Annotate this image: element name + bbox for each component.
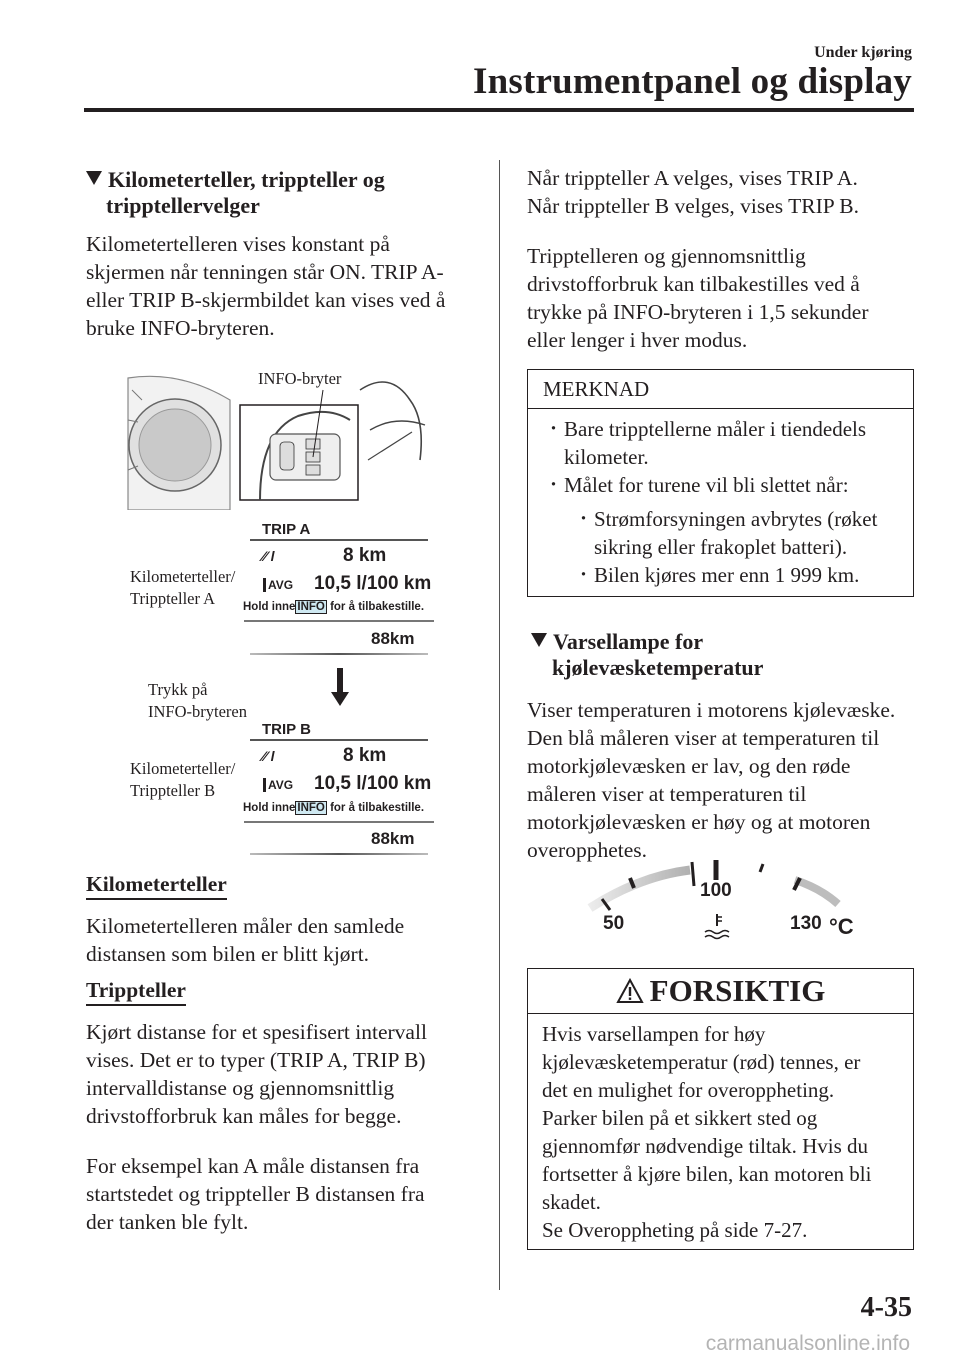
text-line: intervalldistanse og gjennomsnittlig [86,1076,395,1100]
info-switch-label: INFO-bryter [258,369,342,388]
heading-line: Kilometerteller, trippteller og [108,167,385,192]
divider-line [250,853,428,855]
text-line: Kilometertelleren måler den samlede [86,914,405,938]
heading-line: tripptellervelger [106,193,260,218]
caution-title: FORSIKTIG [649,973,826,1008]
watermark: carmanualsonline.info [705,1332,910,1355]
trip-distance: 8 km [343,545,387,566]
coolant-paragraph [527,696,927,864]
text-line: Parker bilen på et sikkert sted og [542,1106,818,1130]
text-line: Trippteller B [130,781,216,800]
avg-tag: AVG [268,778,294,792]
column-divider [499,160,500,1290]
divider-line [250,739,428,741]
text-line: Hvis varsellampen for høy [542,1022,766,1046]
text-line: startstedet og trippteller B distansen fra [86,1182,425,1206]
text-line: Viser temperaturen i motorens kjølevæske. [527,698,896,722]
example-paragraph [86,1152,486,1236]
trip-subheading [86,978,186,1006]
reset-hint [243,601,424,613]
gauge-max-label: 130 [790,913,822,934]
section-heading-coolant [531,628,703,656]
text-line: · Bilen kjøres mer enn 1 999 km. [594,563,860,587]
text-line: motorkjølevæsken er lav, og den røde [527,754,851,778]
text-line: gjennomfør nødvendige tiltak. Hvis du [542,1134,869,1158]
text-line: For eksempel kan A måle distansen fra [86,1154,420,1178]
text-line: vises. Det er to typer (TRIP A, TRIP B) [86,1048,426,1072]
text-line: trykke på INFO-bryteren i 1,5 sekunder [527,300,869,324]
note-body [528,409,913,589]
header-rule [84,108,914,112]
text-line: eller TRIP B-skjermbildet kan vises ved å [86,288,446,312]
reset-paragraph [527,242,927,354]
trip-paragraph [86,1018,486,1130]
trip-select-paragraph [527,164,927,220]
text-line: Kilometertelleren vises konstant på [86,232,390,256]
fuel-icon: ⁄⁄ l [262,748,275,764]
subheading-text: Kilometerteller [86,872,227,900]
caution-box [527,968,914,1250]
subheading-text: Trippteller [86,978,186,1006]
text-line: · Bare tripptellerne måler i tiendedels [564,417,867,441]
text-line: eller lenger i hver modus. [527,328,748,352]
warning-triangle-icon [616,978,644,1004]
hint-text: Hold inne [243,601,296,613]
text-line: fortsetter å kjøre bilen, kan motoren bli [542,1162,872,1186]
text-line: Kjørt distanse for et spesifisert intervall [86,1020,427,1044]
text-line: Når trippteller B velges, vises TRIP B. [527,194,860,218]
info-button-tag: INFO [297,601,325,613]
odometer-subheading [86,872,227,900]
text-line: Kilometerteller/ [130,759,236,778]
divider-line [250,539,428,541]
avg-consumption: 10,5 l/100 km [314,573,432,594]
text-line: sikring eller frakoplet batteri). [594,535,848,559]
note-sub-bullet [578,561,903,589]
section-heading-odometer [86,166,385,194]
note-title: MERKNAD [528,370,913,409]
note-bullet [548,415,903,471]
trip-b-title: TRIP B [262,721,311,738]
press-info-label [148,679,247,723]
hint-text: for å tilbakestille. [330,601,425,613]
divider-line [244,821,434,823]
text-line: kjølevæsketemperatur (rød) tennes, er [542,1050,861,1074]
odometer-a-label [130,566,235,610]
text-line: Trykk på [148,680,208,699]
text-line: der tanken ble fylt. [86,1210,249,1234]
intro-paragraph [86,230,486,342]
text-line: · Strømforsyningen avbrytes (røket [594,507,878,531]
text-line: Se Overoppheting på side 7-27. [542,1218,808,1242]
text-line: Trippteller A [130,589,216,608]
text-line: INFO-bryteren [148,702,247,721]
avg-bar-icon [263,578,266,592]
heading-line: Varsellampe for [553,629,704,654]
text-line: det en mulighet for overoppheting. [542,1078,835,1102]
avg-tag: AVG [268,578,294,592]
text-line: skjermen når tenningen står ON. TRIP A- [86,260,444,284]
odometer-reading: 88km [371,829,415,848]
note-bullet [548,471,903,499]
trip-a-title: TRIP A [262,521,311,538]
text-line: Den blå måleren viser at temperaturen til [527,726,880,750]
triangle-bullet-icon [531,633,547,647]
section-label: Under kjøring [814,44,912,61]
odometer-paragraph [86,912,486,968]
divider-line [244,620,434,622]
note-sub-bullet [578,505,903,561]
hint-text: Hold inne [243,802,296,814]
gauge-mid-label: 100 [700,880,732,901]
text-line: bruke INFO-bryteren. [86,316,275,340]
text-line: drivstofforbruk kan måles for begge. [86,1104,402,1128]
text-line: kilometer. [564,445,649,469]
text-line: overopphetes. [527,838,648,862]
caution-body [528,1014,913,1244]
gauge-min-label: 50 [603,913,625,934]
divider-line [250,653,428,655]
avg-consumption: 10,5 l/100 km [314,773,432,794]
note-box [527,369,914,597]
text-line: Tripptelleren og gjennomsnittlig [527,244,806,268]
caution-title-bar [528,969,913,1014]
reset-hint [243,802,424,814]
text-line: Når trippteller A velges, vises TRIP A. [527,166,858,190]
text-line: · Målet for turene vil bli slettet når: [564,473,849,497]
page-number: 4-35 [860,1292,912,1323]
odometer-b-label [130,758,235,802]
fuel-icon: ⁄⁄ l [262,548,275,564]
arrow-down-icon [330,668,350,708]
gauge-unit-label: °C [829,914,854,939]
odometer-reading: 88km [371,629,415,648]
text-line: skadet. [542,1190,601,1214]
coolant-temp-icon [705,914,729,939]
triangle-bullet-icon [86,171,102,185]
text-line: drivstofforbruk kan tilbakestilles ved å [527,272,860,296]
avg-bar-icon [263,778,266,792]
text-line: distansen som bilen er blitt kjørt. [86,942,370,966]
info-button-tag: INFO [297,802,325,814]
text-line: Kilometerteller/ [130,567,236,586]
heading-line: kjølevæsketemperatur [552,655,764,680]
hint-text: for å tilbakestille. [330,802,425,814]
page-title: Instrumentpanel og display [472,61,912,102]
trip-distance: 8 km [343,745,387,766]
text-line: motorkjølevæsken er høy og at motoren [527,810,871,834]
text-line: måleren viser at temperaturen til [527,782,807,806]
